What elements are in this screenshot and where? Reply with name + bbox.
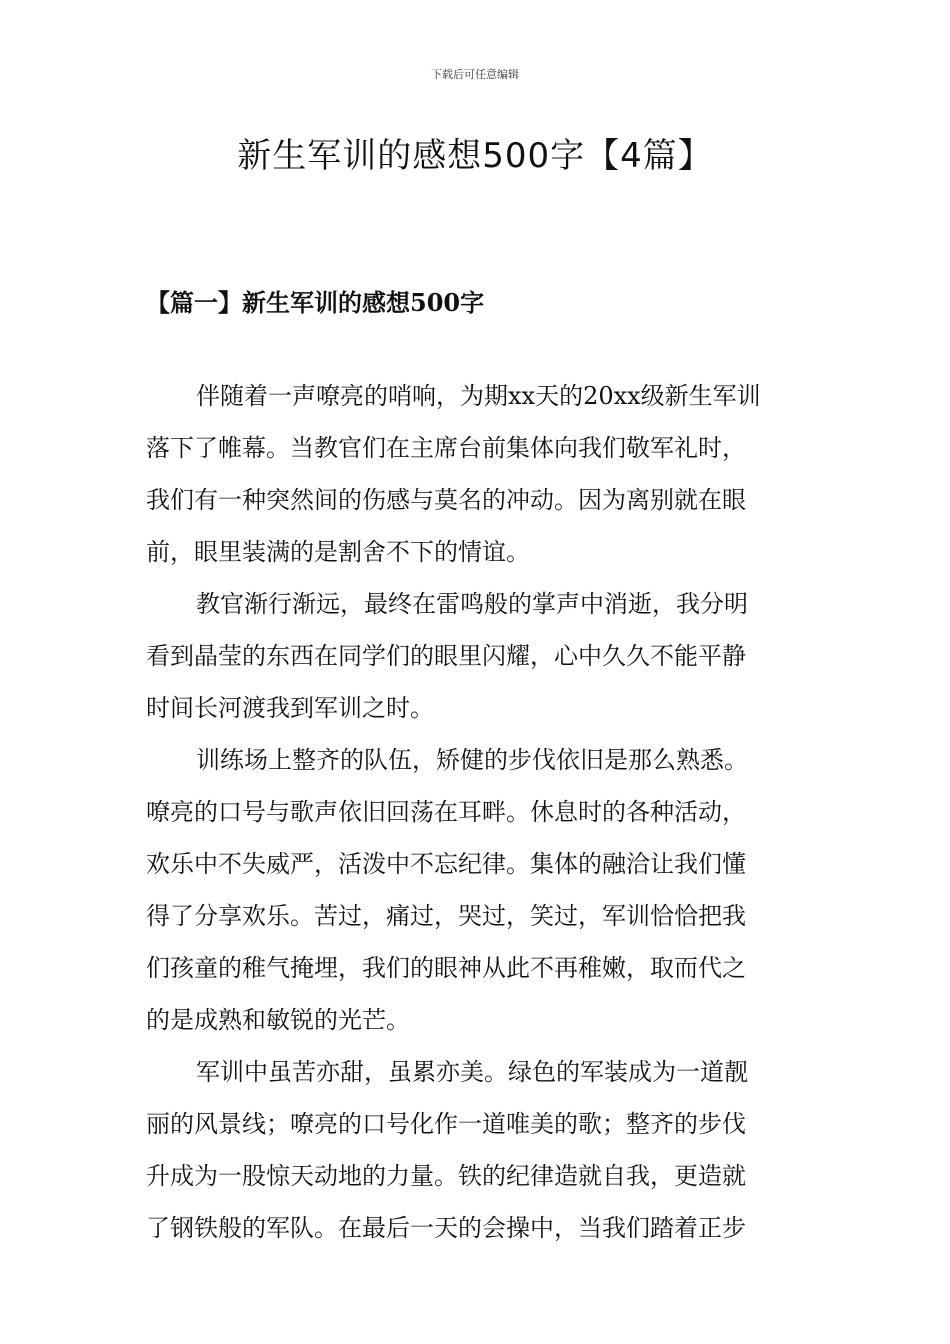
text-line: 前，眼里装满的是割舍不下的情谊。: [146, 538, 530, 566]
text-line: 看到晶莹的东西在同学们的眼里闪耀，心中久久不能平静: [146, 642, 746, 670]
text-line: 们孩童的稚气掩埋，我们的眼神从此不再稚嫩，取而代之: [146, 954, 746, 982]
section-heading: 【篇一】新生军训的感想500字: [146, 288, 485, 317]
text-line: 我们有一种突然间的伤感与莫名的冲动。因为离别就在眼: [146, 486, 746, 514]
text-line: 嘹亮的口号与歌声依旧回荡在耳畔。休息时的各种活动，: [146, 798, 746, 826]
text-line: 得了分享欢乐。苦过，痛过，哭过，笑过，军训恰恰把我: [146, 902, 746, 930]
text-line: 军训中虽苦亦甜，虽累亦美。绿色的军装成为一道靓: [196, 1058, 748, 1086]
text-line: 落下了帷幕。当教官们在主席台前集体向我们敬军礼时，: [146, 434, 746, 462]
paragraph-2: [146, 578, 806, 734]
text-line: 丽的风景线；嘹亮的口号化作一道唯美的歌；整齐的步伐: [146, 1110, 746, 1138]
text-line: 伴随着一声嘹亮的哨响，为期xx天的20xx级新生军训: [196, 382, 761, 410]
text-line: 欢乐中不失威严，活泼中不忘纪律。集体的融洽让我们懂: [146, 850, 746, 878]
paragraph-4: [146, 1046, 806, 1254]
text-line: 教官渐行渐远，最终在雷鸣般的掌声中消逝，我分明: [196, 590, 748, 618]
document-title: 新生军训的感想500字【4篇】: [237, 136, 713, 176]
text-line: 训练场上整齐的队伍，矫健的步伐依旧是那么熟悉。: [196, 746, 748, 774]
paragraph-3: [146, 734, 806, 1046]
text-line: 了钢铁般的军队。在最后一天的会操中，当我们踏着正步: [146, 1214, 746, 1242]
text-line: 时间长河渡我到军训之时。: [146, 694, 434, 722]
paragraph-1: [146, 370, 806, 578]
body-text: [146, 370, 806, 1254]
text-line: 的是成熟和敏锐的光芒。: [146, 1006, 410, 1034]
text-line: 升成为一股惊天动地的力量。铁的纪律造就自我，更造就: [146, 1162, 746, 1190]
header-note: 下载后可任意编辑: [431, 68, 519, 81]
